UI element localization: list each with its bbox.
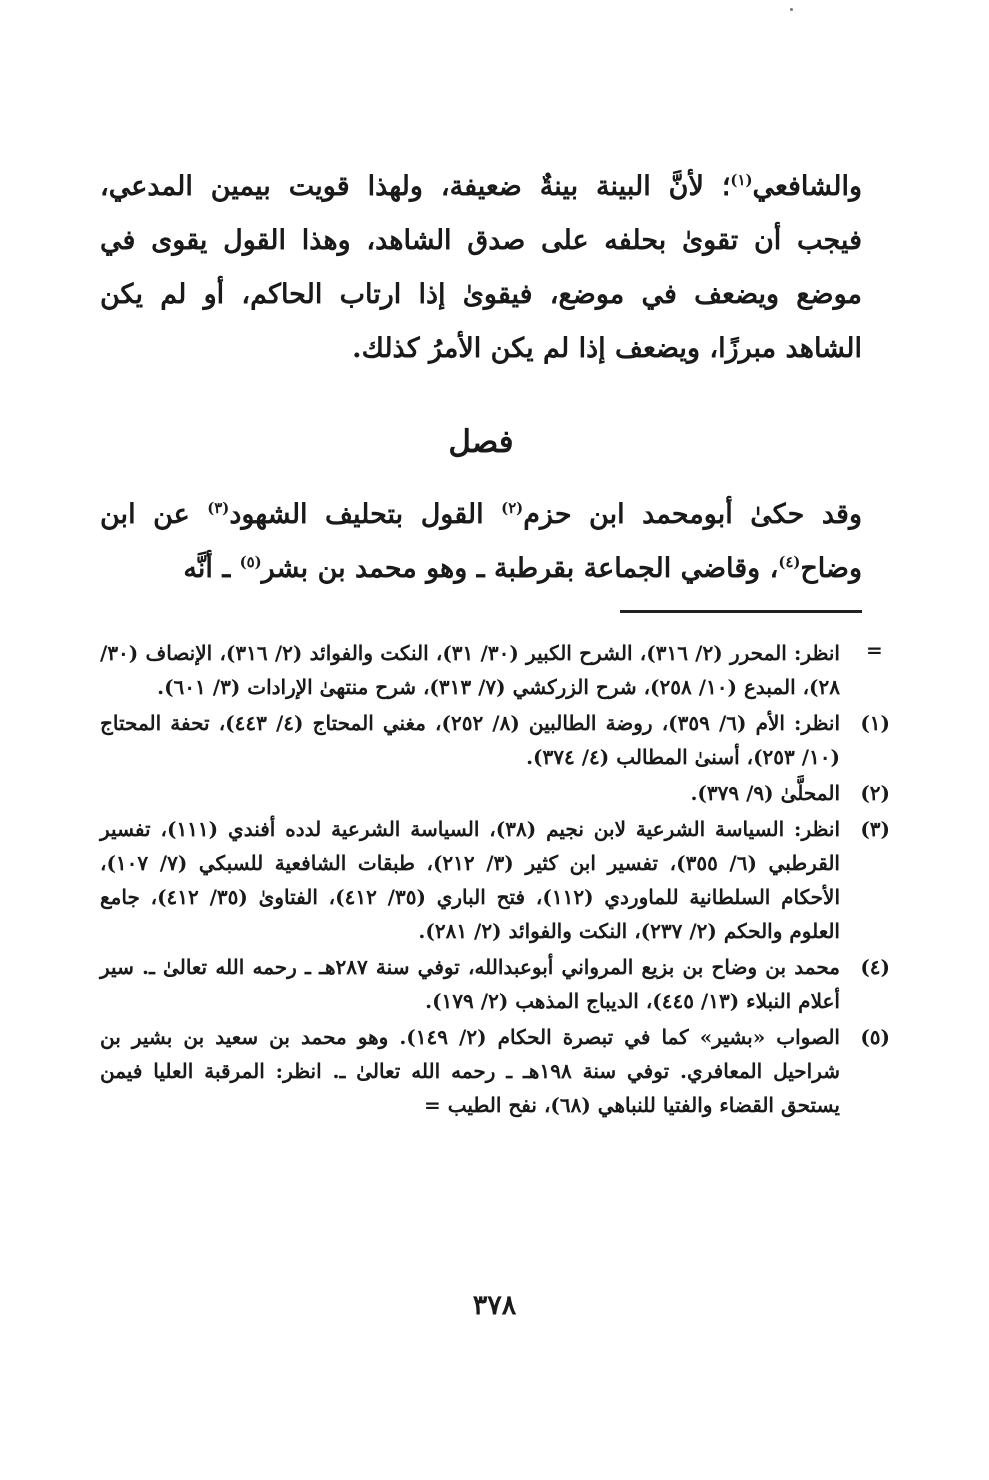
p2-text-d: ، وقاضي الجماعة بقرطبة ـ وهو محمد بن بشر: [261, 553, 779, 584]
page-number: ٣٧٨: [472, 1290, 517, 1321]
footnote-continuation-mark: =: [866, 638, 883, 662]
scan-speck: [790, 8, 793, 11]
footnote-text: انظر: السياسة الشرعية لابن نجيم (٣٨)، السياسة الشرعية لدده أفندي (١١١)، تفسير القرطبي (٦/ ٣٥٥)، تفسير ابن كثير (٣/ ٢١٢)، طبقات الشافعية للسبكي (٧/ ١٠٧)، الأحكام السلطانية للماوردي (١١٢)، فتح الباري (٣٥/ ٤١٢)، الفتاوىٰ (٣٥/ ٤١٢)، جامع العلوم والحكم (٢/ ٢٣٧)، النكت والفوائد (٢/ ٢٨١).: [100, 817, 841, 943]
footnote-text: انظر: المحرر (٢/ ٣١٦)، الشرح الكبير (٣٠/ ٣١)، النكت والفوائد (٢/ ٣١٦)، الإنصاف (٣٠/ ٢٨)، المبدع (١٠/ ٢٥٨)، شرح الزركشي (٧/ ٣١٣)، شرح منتهىٰ الإرادات (٣/ ٦٠١).: [100, 641, 840, 699]
footnote-number: (٢): [860, 781, 890, 805]
footnote-ref-1: (١): [730, 171, 753, 189]
section-heading: فصل: [448, 424, 514, 460]
footnote-number: (٤): [860, 955, 890, 979]
footnote-text: الصواب «بشير» كما في تبصرة الحكام (٢/ ١٤٩). وهو محمد بن سعيد بن بشير بن شراحيل المعافري. توفي سنة ١٩٨هـ ـ رحمه الله تعالىٰ ـ. انظر: المرقبة العليا فيمن يستحق القضاء والفتيا للنباهي (٦٨)، نفح الطيب =: [100, 1025, 840, 1117]
footnotes: [100, 636, 890, 1124]
footnote-number: (١): [860, 711, 890, 735]
paragraph-1: [100, 160, 862, 376]
footnote-number-empty: [848, 636, 890, 704]
footnote-ref-3: (٣): [207, 499, 230, 517]
p2-text-a: وقد حكىٰ أبومحمد ابن حزم: [523, 499, 862, 530]
p1-text-a: والشافعي: [752, 171, 862, 202]
p2-text-b: القول بتحليف الشهود: [229, 499, 502, 530]
p2-text-e: ـ أنَّه: [183, 553, 240, 584]
p2-text-c: عن ابن وضاح: [100, 499, 862, 584]
footnote-ref-4: (٤): [778, 553, 801, 571]
paragraph-2: [100, 488, 862, 596]
footnote-text: المحلَّىٰ (٩/ ٣٧٩).: [690, 781, 840, 805]
main-paragraph: [100, 160, 862, 376]
footnote-4: [100, 950, 890, 1018]
footnote-continuation: [100, 636, 890, 704]
footnote-5: [100, 1020, 890, 1122]
footnote-ref-5: (٥): [239, 553, 262, 571]
footnote-3: [100, 812, 890, 948]
footnote-text: محمد بن وضاح بن بزيع المرواني أبوعبدالله، توفي سنة ٢٨٧هـ ـ رحمه الله تعالىٰ ـ. سير أعلام النبلاء (١٣/ ٤٤٥)، الديباج المذهب (٢/ ١٧٩).: [100, 955, 840, 1013]
footnote-text: انظر: الأم (٦/ ٣٥٩)، روضة الطالبين (٨/ ٢٥٢)، مغني المحتاج (٤/ ٤٤٣)، تحفة المحتاج (١٠/ ٢٥٣)، أسنىٰ المطالب (٤/ ٣٧٤).: [100, 711, 840, 769]
footnote-number: (٣): [860, 817, 890, 841]
p1-text-b: ؛ لأنَّ البينة بينةٌ ضعيفة، ولهذا قويت بيمين المدعي، فيجب أن تقوىٰ بحلفه على صدق الشاهد، وهذا القول يقوى في موضع ويضعف في موضع، فيقوىٰ إذا ارتاب الحاكم، أو لم يكن الشاهد مبرزًا، ويضعف إذا لم يكن الأمرُ كذلك.: [100, 171, 862, 364]
footnote-2: [100, 776, 890, 810]
footnote-1: [100, 706, 890, 774]
footnote-number: (٥): [860, 1025, 890, 1049]
footnote-ref-2: (٢): [501, 499, 524, 517]
footnote-separator: [620, 610, 862, 613]
